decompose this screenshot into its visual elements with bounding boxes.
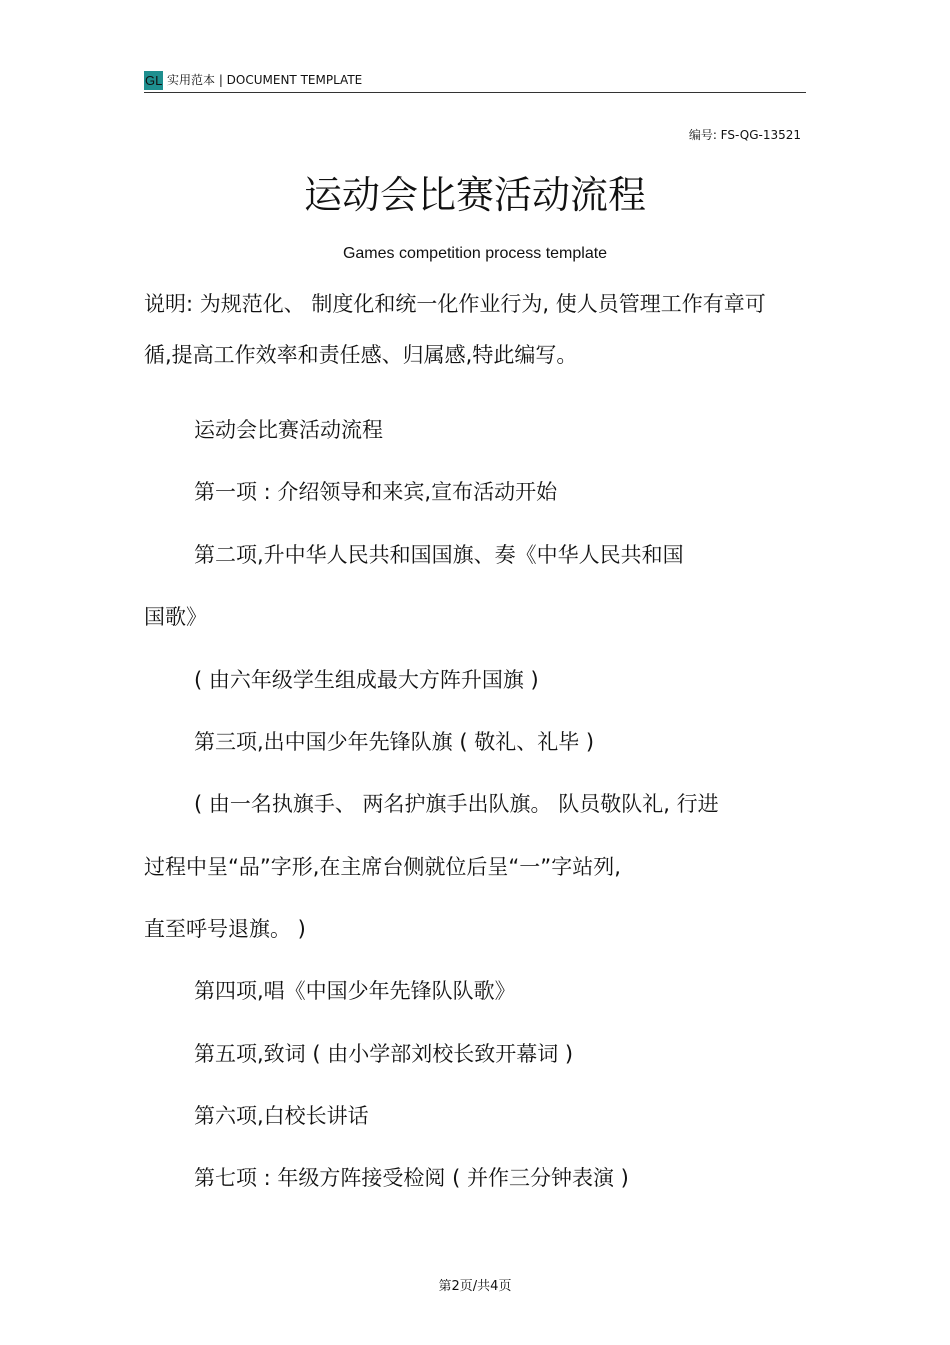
page-header: [144, 70, 806, 93]
document-title: 运动会比赛活动流程: [303, 173, 646, 217]
brand-logo: GL: [145, 73, 163, 88]
list-item-3: 第三项,出中国少年先锋队旗 ( 敬礼、礼毕 ): [194, 730, 595, 754]
document-number: 编号: FS-QG-13521: [688, 128, 801, 142]
document-subtitle: Games competition process template: [342, 245, 608, 262]
page-footer: 第2页/共4页: [438, 1279, 512, 1294]
list-item-3-note-line-1: ( 由一名执旗手、 两名护旗手出队旗。 队员敬队礼, 行进: [194, 792, 719, 816]
list-item-2-line-1: 第二项,升中华人民共和国国旗、奏《中华人民共和国: [194, 543, 684, 567]
list-item-7: 第七项 : 年级方阵接受检阅 ( 并作三分钟表演 ): [194, 1166, 629, 1190]
list-item-4: 第四项,唱《中国少年先锋队队歌》: [194, 979, 516, 1003]
description-line-2: 循,提高工作效率和责任感、归属感,特此编写。: [144, 343, 578, 367]
list-item-2-line-2: 国歌》: [144, 605, 207, 629]
section-heading: 运动会比赛活动流程: [194, 418, 383, 442]
list-item-5: 第五项,致词 ( 由小学部刘校长致开幕词 ): [194, 1042, 574, 1066]
list-item-3-note-line-2: 过程中呈“品”字形,在主席台侧就位后呈“一”字站列,: [144, 855, 621, 879]
list-item-2-note: ( 由六年级学生组成最大方阵升国旗 ): [194, 668, 539, 692]
list-item-6: 第六项,白校长讲话: [194, 1104, 369, 1128]
list-item-3-note-line-3: 直至呼号退旗。 ): [144, 917, 306, 941]
header-text: 实用范本 | DOCUMENT TEMPLATE: [167, 73, 363, 87]
list-item-1: 第一项 : 介绍领导和来宾,宣布活动开始: [194, 480, 558, 504]
description-line-1: 说明: 为规范化、 制度化和统一化作业行为, 使人员管理工作有章可: [144, 292, 766, 316]
